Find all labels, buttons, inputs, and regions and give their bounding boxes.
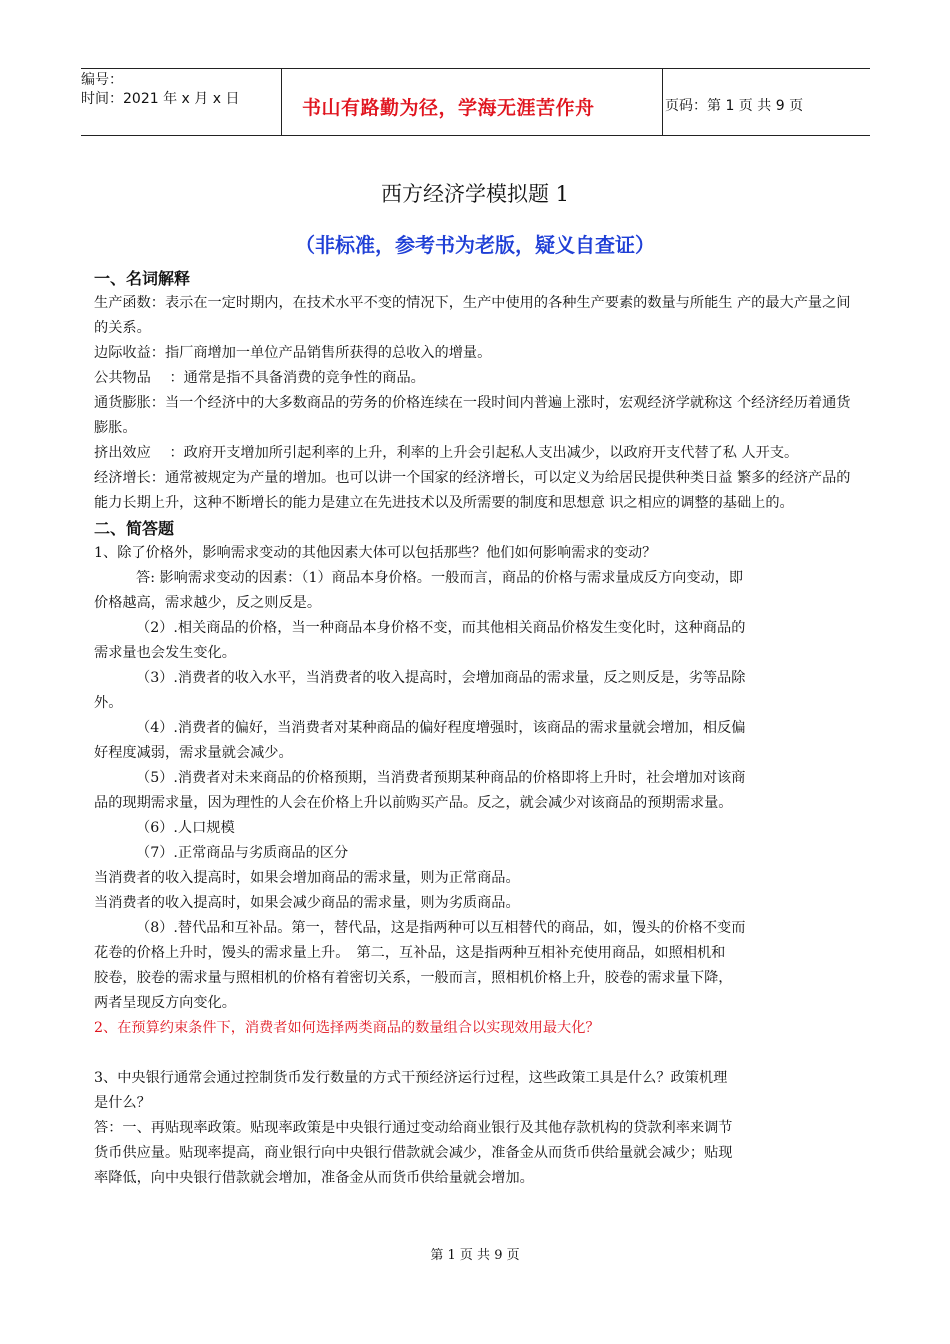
answer-1-point-5: （5）.消费者对未来商品的价格预期，当消费者预期某种商品的价格即将上升时，社会增加对该商 — [136, 770, 746, 786]
header-page-number: 页码：第 1 页 共 9 页 — [665, 98, 804, 114]
spacer — [94, 1041, 856, 1066]
term-inflation: 通货膨胀：当一个经济中的大多数商品的劳务的价格连续在一段时间内普遍上涨时，宏观经济学就称这 个经济经历着通货膨胀。 — [94, 395, 851, 436]
term-public-goods: 公共物品 ：通常是指不具备消费的竞争性的商品。 — [94, 370, 425, 386]
answer-1-point-2: （2）.相关商品的价格，当一种商品本身价格不变，而其他相关商品价格发生变化时，这种商品的 — [136, 620, 746, 636]
document-date: 时间：2021 年 x 月 x 日 — [81, 91, 240, 107]
term-crowding-out: 挤出效应 ：政府开支增加所引起利率的上升，利率的上升会引起私人支出减少，以政府开支代替了私 人开支。 — [94, 445, 799, 461]
section-heading-definitions: 一、名词解释 — [94, 269, 191, 288]
document-title: 西方经济学模拟题 1 — [380, 182, 570, 206]
answer-1-point-8-cont-3: 两者呈现反方向变化。 — [94, 995, 236, 1011]
document-body — [94, 266, 856, 1191]
answer-3-line-3: 率降低，向中央银行借款就会增加，准备金从而货币供给量就会增加。 — [94, 1170, 534, 1186]
answer-1-point-5-cont: 品的现期需求量，因为理性的人会在价格上升以前购买产品。反之，就会减少对该商品的预期需求量。 — [94, 795, 733, 811]
answer-1-line-1: 答: 影响需求变动的因素：（1）商品本身价格。一般而言，商品的价格与需求量成反方向变动，即 — [136, 570, 744, 586]
header-left — [81, 69, 281, 137]
term-production-function: 生产函数：表示在一定时期内，在技术水平不变的情况下，生产中使用的各种生产要素的数量与所能生 产的最大产量之间的关系。 — [94, 295, 851, 336]
answer-1-point-3-cont: 外。 — [94, 695, 123, 711]
answer-1-point-8: （8）.替代品和互补品。第一，替代品，这是指两种可以互相替代的商品，如，馒头的价格不变而 — [136, 920, 746, 936]
answer-3-line-1: 答：一、再贴现率政策。贴现率政策是中央银行通过变动给商业银行及其他存款机构的贷款利率来调节 — [94, 1120, 733, 1136]
answer-1-point-3: （3）.消费者的收入水平，当消费者的收入提高时，会增加商品的需求量，反之则反是，劣等品除 — [136, 670, 746, 686]
answer-1-point-4: （4）.消费者的偏好，当消费者对某种商品的偏好程度增强时，该商品的需求量就会增加，相反偏 — [136, 720, 746, 736]
answer-3-line-2: 货币供应量。贴现率提高，商业银行向中央银行借款就会减少，准备金从而货币供给量就会减少；贴现 — [94, 1145, 733, 1161]
answer-1-point-6: （6）.人口规模 — [136, 820, 235, 836]
answer-1-point-4-cont: 好程度减弱，需求量就会减少。 — [94, 745, 293, 761]
question-3-line-2: 是什么？ — [94, 1095, 151, 1111]
header-slogan: 书山有路勤为径，学海无涯苦作舟 — [302, 97, 595, 119]
answer-1-point-8-cont-1: 花卷的价格上升时，馒头的需求量上升。 第二，互补品，这是指两种互相补充使用商品，如照相机和 — [94, 945, 726, 961]
term-economic-growth: 经济增长：通常被规定为产量的增加。也可以讲一个国家的经济增长，可以定义为给居民提供种类日益 繁多的经济产品的能力长期上升，这种不断增长的能力是建立在先进技术以及所需要的制度和思想意 识之相应的调整的基础上的。 — [94, 470, 851, 511]
answer-1-point-8-cont-2: 胶卷，胶卷的需求量与照相机的价格有着密切关系，一般而言，照相机价格上升，胶卷的需求量下降， — [94, 970, 733, 986]
question-3-line-1: 3、中央银行通常会通过控制货币发行数量的方式干预经济运行过程，这些政策工具是什么？政策机理 — [94, 1070, 728, 1086]
document-subtitle: （非标准，参考书为老版，疑义自查证） — [295, 233, 655, 257]
answer-1-line-2: 价格越高，需求越少，反之则反是。 — [94, 595, 322, 611]
question-1: 1、除了价格外，影响需求变动的其他因素大体可以包括那些？他们如何影响需求的变动？ — [94, 545, 657, 561]
page-footer: 第 1 页 共 9 页 — [430, 1248, 520, 1263]
question-2: 2、在预算约束条件下，消费者如何选择两类商品的数量组合以实现效用最大化？ — [94, 1020, 600, 1036]
term-marginal-revenue: 边际收益：指厂商增加一单位产品销售所获得的总收入的增量。 — [94, 345, 492, 361]
document-number-label: 编号： — [81, 72, 123, 88]
answer-1-point-7-inferior: 当消费者的收入提高时，如果会减少商品的需求量，则为劣质商品。 — [94, 895, 520, 911]
header-slogan-cell — [281, 69, 663, 135]
answer-1-point-2-cont: 需求量也会发生变化。 — [94, 645, 236, 661]
answer-1-point-7-normal: 当消费者的收入提高时，如果会增加商品的需求量，则为正常商品。 — [94, 870, 520, 886]
section-heading-short-answer: 二、简答题 — [94, 519, 175, 538]
answer-1-point-7: （7）.正常商品与劣质商品的区分 — [136, 845, 349, 861]
page-header — [81, 68, 870, 136]
